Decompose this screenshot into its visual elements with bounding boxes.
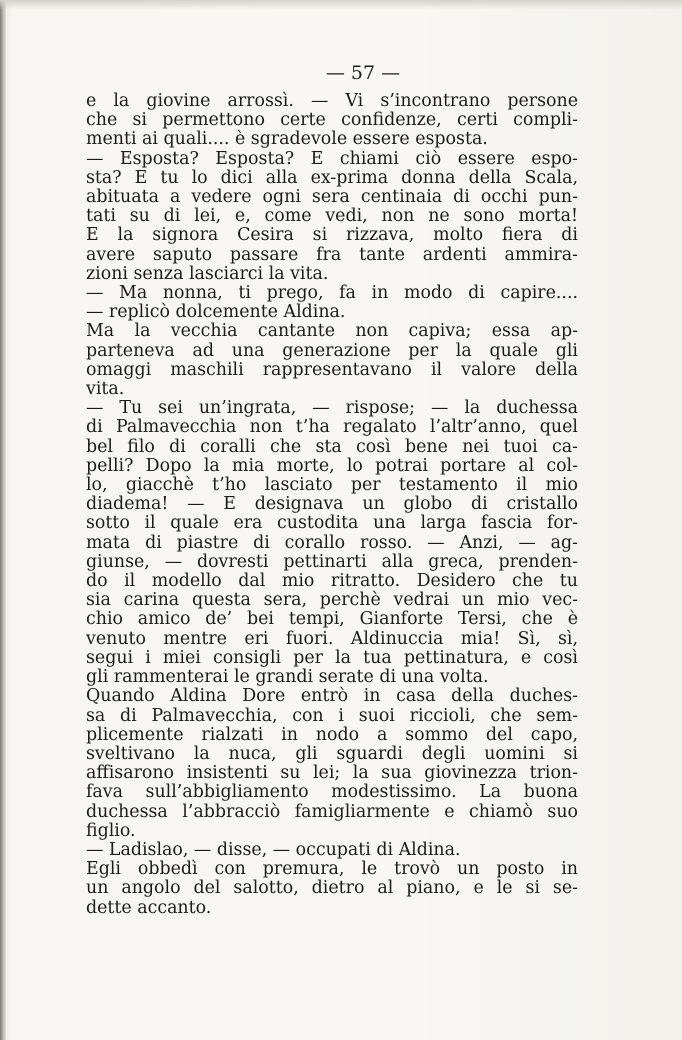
text-line: sotto il quale era custodita una larga fascia for-: [86, 513, 578, 534]
text-line: dette accanto.: [86, 897, 212, 918]
text-line: vita.: [86, 379, 125, 400]
text-line: affisarono insistenti su lei; la sua giovinezza trion-: [86, 763, 578, 784]
text-line: menti ai quali.... è sgradevole essere esposta.: [86, 129, 488, 150]
text-line: fava sull’abbigliamento modestissimo. La buona: [86, 782, 578, 803]
text-line: figlio.: [86, 820, 136, 841]
page-spine-shadow: [0, 0, 6, 1040]
text-line: — Esposta? Esposta? E chiami ciò essere espo-: [86, 148, 578, 169]
text-line: giunse, — dovresti pettinarti alla greca, prenden-: [86, 551, 578, 572]
text-line: che si permettono certe confidenze, certi compli-: [86, 110, 578, 131]
text-line: sa di Palmavecchia, con i suoi riccioli, che sem-: [86, 705, 578, 726]
text-line: sta? E tu lo dici alla ex-prima donna della Scala,: [86, 167, 578, 188]
text-line: parteneva ad una generazione per la quale gli: [86, 340, 578, 361]
text-line: bel filo di coralli che sta così bene nei tuoi ca-: [86, 436, 578, 457]
text-line: di Palmavecchia non t’ha regalato l’altr’anno, quel: [86, 417, 578, 438]
text-line: abituata a vedere ogni sera centinaia di occhi pun-: [86, 187, 578, 208]
text-line: diadema! — E designava un globo di cristallo: [86, 494, 578, 515]
text-line: omaggi maschili rappresentavano il valore della: [86, 359, 578, 380]
text-line: chio amico de’ bei tempi, Gianforte Tersi, che è: [86, 609, 578, 630]
text-line: zioni senza lasciarci la vita.: [86, 263, 329, 284]
text-line: segui i miei consigli per la tua pettinatura, e così: [86, 647, 578, 668]
text-line: E la signora Cesira si rizzava, molto fiera di: [86, 225, 578, 246]
text-line: — replicò dolcemente Aldina.: [86, 302, 346, 323]
text-line: sia carina questa sera, perchè vedrai un mio vec-: [86, 590, 578, 611]
text-line: Ma la vecchia cantante non capiva; essa ap-: [86, 321, 578, 342]
text-line: mata di piastre di corallo rosso. — Anzi, — ag-: [86, 532, 578, 553]
text-line: plicemente rialzati in nodo a sommo del capo,: [86, 724, 578, 745]
page-top-shadow: [0, 0, 682, 10]
text-line: — Ma nonna, ti prego, fa in modo di capire....: [86, 283, 578, 304]
body-text: [86, 92, 578, 918]
text-line: Egli obbedì con premura, le trovò un posto in: [86, 859, 578, 880]
text-line: sveltivano la nuca, gli sguardi degli uomini si: [86, 743, 578, 764]
text-line: e la giovine arrossì. — Vi s’incontrano persone: [86, 91, 578, 111]
text-line: gli rammenterai le grandi serate di una volta.: [86, 667, 489, 688]
text-line: un angolo del salotto, dietro al piano, e le si se-: [86, 878, 578, 899]
page-number: — 57 —: [325, 62, 401, 84]
text-line: avere saputo passare fra tante ardenti ammira-: [86, 244, 578, 265]
text-line: Quando Aldina Dore entrò in casa della duches-: [86, 686, 578, 707]
text-line: — Tu sei un’ingrata, — rispose; — la duchessa: [86, 398, 578, 419]
text-line: tati su di lei, e, come vedi, non ne sono morta!: [86, 206, 578, 227]
text-line: duchessa l’abbracciò famigliarmente e chiamò suo: [86, 801, 578, 822]
text-line: — Ladislao, — disse, — occupati di Aldina.: [86, 839, 461, 860]
text-line: lo, giacchè t’ho lasciato per testamento il mio: [86, 475, 578, 496]
text-line: venuto mentre eri fuori. Aldinuccia mia! Sì, sì,: [86, 628, 578, 649]
text-line: pelli? Dopo la mia morte, lo potrai portare al col-: [86, 455, 578, 476]
text-line: do il modello dal mio ritratto. Desidero che tu: [86, 571, 578, 592]
